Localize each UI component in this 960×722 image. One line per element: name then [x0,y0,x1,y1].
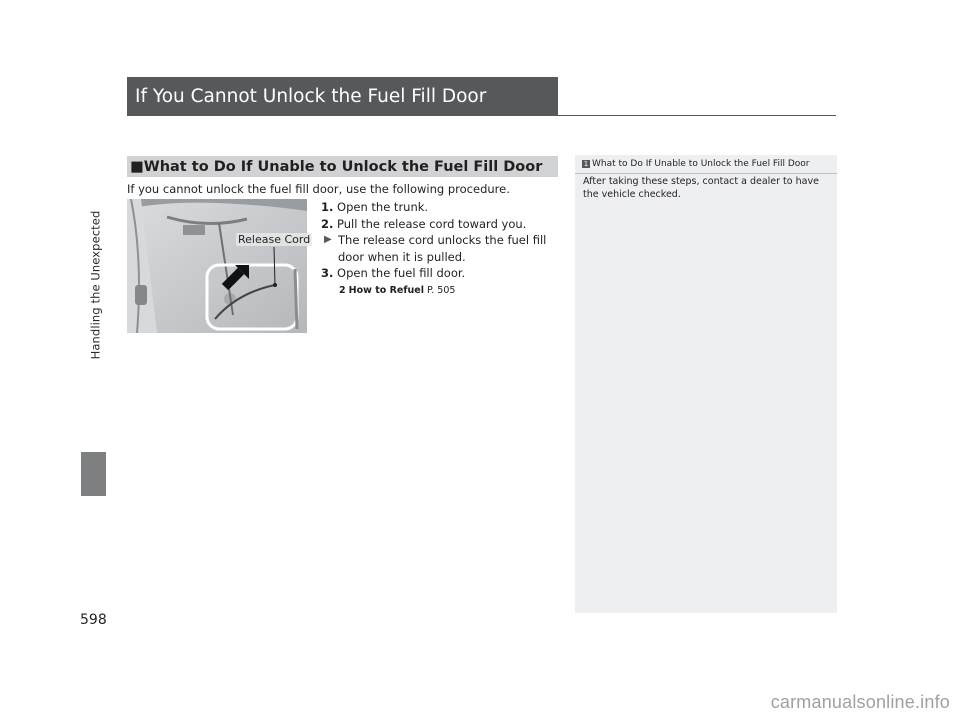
step-2-result: ▶ The release cord unlocks the fuel fill door when it is pulled. [324,233,547,264]
side-tab-label [88,120,102,450]
step-1: 1. Open the trunk. [321,200,429,214]
note-marker-icon: 1 [583,160,589,168]
trunk-illustration [127,199,307,333]
step-3: 3. Open the fuel fill door. [321,266,466,280]
step-2: 2. Pull the release cord toward you. [321,216,527,231]
side-tab-text: Handling the Unexpected [88,210,102,360]
page-title-text: If You Cannot Unlock the Fuel Fill Door [135,85,487,107]
reference-arrow-icon: 2 [339,284,346,296]
side-note-panel [575,155,837,613]
release-cord-callout: Release Cord [238,233,311,246]
title-divider [127,115,836,116]
procedure-steps [321,199,561,299]
intro-text: If you cannot unlock the fuel fill door, use the following procedure. [127,182,510,196]
side-note-heading: 1 What to Do If Unable to Unlock the Fuel Fill Door [575,156,837,174]
side-note-body: After taking these steps, contact a dealer to have the vehicle checked. [583,176,819,200]
section-marker: ■ [130,158,144,175]
page-title [127,77,558,115]
side-tab-marker [81,452,106,496]
section-heading [127,156,558,177]
page-number: 598 [80,612,107,628]
watermark: carmanualsonline.info [770,692,950,712]
section-heading-text: What to Do If Unable to Unlock the Fuel Fill Door [143,158,543,175]
release-cord-photo [127,199,307,333]
cross-reference[interactable]: 2 How to Refuel P. 505 [339,284,456,296]
result-arrow-icon: ▶ [324,234,332,245]
